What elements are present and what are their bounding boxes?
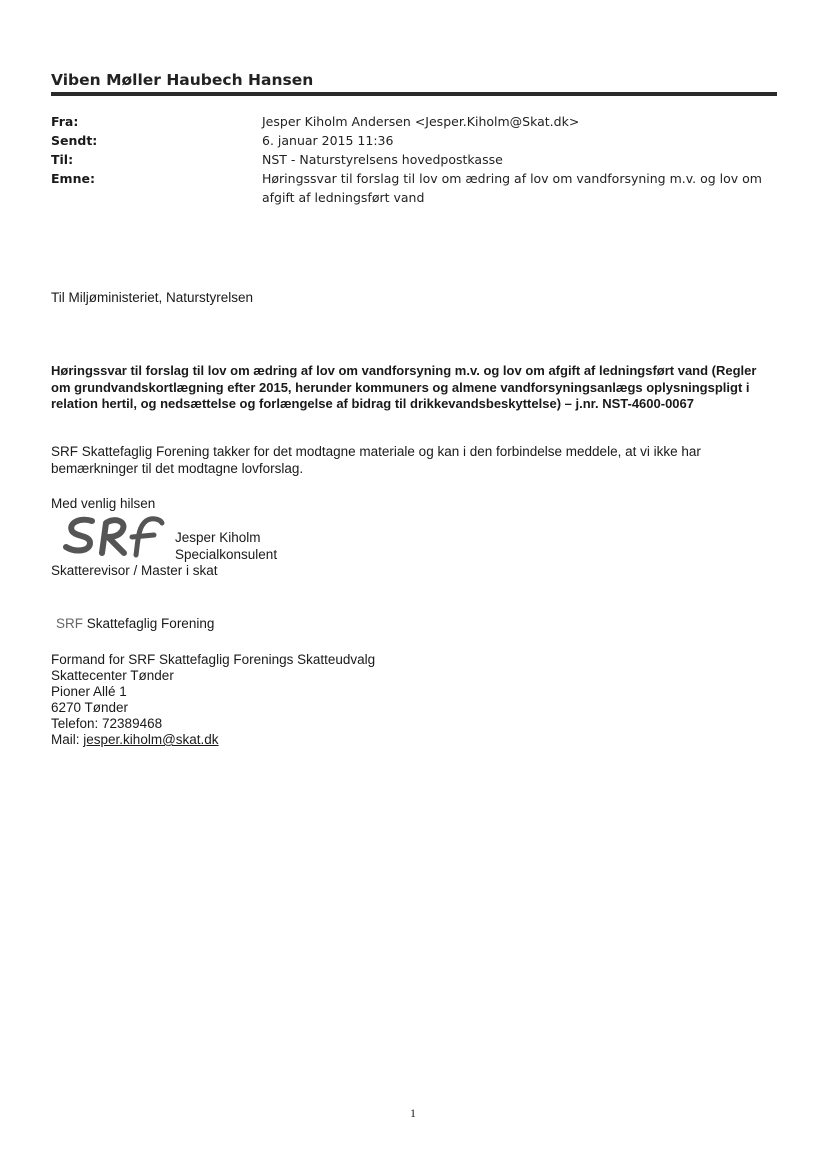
- from-row: [51, 112, 771, 131]
- sent-value: 6. januar 2015 11:36: [262, 133, 394, 148]
- to-row: [51, 150, 771, 169]
- sent-row: [51, 131, 771, 150]
- from-value: Jesper Kiholm Andersen <Jesper.Kiholm@Skat.dk>: [262, 114, 580, 129]
- contact-line: Pioner Allé 1: [51, 684, 127, 699]
- closing: Med venlig hilsen: [51, 496, 156, 511]
- contact-line: Skattecenter Tønder: [51, 668, 174, 683]
- mail-line: [51, 732, 375, 748]
- srf-logo: [62, 513, 166, 559]
- contact-block: [51, 652, 375, 748]
- subject-heading: Høringssvar til forslag til lov om ædring af lov om vandforsyning m.v. og lov om afgift af ledningsført vand (Regler om grundvandskortlægning efter 2015, herunder kommuners og almene vandforsyningsanlægs oplysningspligt i relation hertil, og nedsættelse og forlængelse af bidrag til drikkevandsbeskyttelse) – j.nr. NST-4600-0067: [51, 363, 757, 411]
- org-full-name: Skattefaglig Forening: [86, 616, 215, 631]
- page-number: 1: [410, 1106, 416, 1120]
- signature-name: Jesper Kiholm: [175, 530, 261, 545]
- subject-row: [51, 169, 771, 207]
- subject-value: Høringssvar til forslag til lov om ædring af lov om vandforsyning m.v. og lov om afgift af ledningsført vand: [262, 171, 762, 205]
- contact-line: Formand for SRF Skattefaglig Forenings Skatteudvalg: [51, 652, 376, 667]
- org-abbreviation: SRF: [56, 616, 83, 631]
- subject-label: Emne:: [51, 171, 95, 186]
- to-value: NST - Naturstyrelsens hovedpostkasse: [262, 152, 503, 167]
- from-label: Fra:: [51, 114, 79, 129]
- to-label: Til:: [51, 152, 74, 167]
- sent-label: Sendt:: [51, 133, 98, 148]
- signature-role: Skatterevisor / Master i skat: [51, 563, 218, 578]
- contact-line: Telefon: 72389468: [51, 716, 163, 731]
- contact-line: 6270 Tønder: [51, 700, 129, 715]
- signature-name-block: [175, 530, 277, 563]
- signature-title: Specialkonsulent: [175, 546, 278, 562]
- body-paragraph: SRF Skattefaglig Forening takker for det modtagne materiale og kan i den forbindelse meddele, at vi ikke har bemærkninger til det modtagne lovforslag.: [51, 444, 701, 476]
- email-header-fields: [51, 112, 771, 207]
- greeting: Til Miljøministeriet, Naturstyrelsen: [51, 290, 254, 305]
- mail-link[interactable]: jesper.kiholm@skat.dk: [83, 732, 219, 747]
- organisation-name: [56, 616, 214, 631]
- mailbox-owner: Viben Møller Haubech Hansen: [51, 71, 314, 89]
- header-divider: [51, 92, 777, 96]
- mail-label: Mail:: [51, 732, 80, 747]
